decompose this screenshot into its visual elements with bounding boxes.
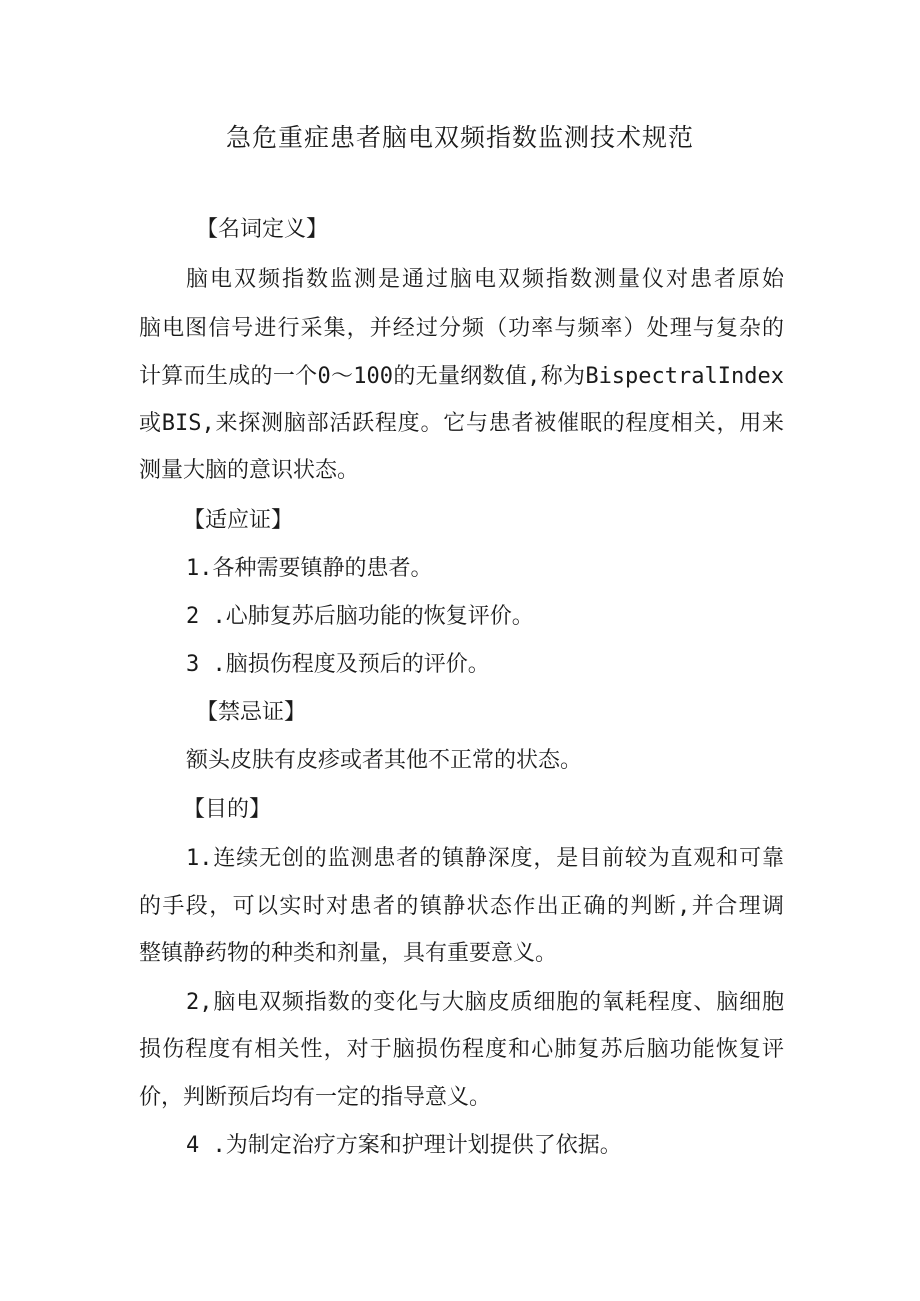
purpose-p1-line-1: 1.连续无创的监测患者的镇静深度，是目前较为直观和可靠 (186, 846, 784, 871)
indication-item-2: 2 .心肺复苏后脑功能的恢复评价。 (186, 604, 534, 629)
definition-line-3: 计算而生成的一个0～100的无量纲数值,称为BispectralIndex (139, 364, 784, 389)
purpose-p1-line-2: 的手段，可以实时对患者的镇静状态作出正确的判断,并合理调 (139, 894, 784, 919)
purpose-p1-line-3: 整镇静药物的种类和剂量，具有重要意义。 (139, 941, 558, 966)
purpose-p2-line-1: 2,脑电双频指数的变化与大脑皮质细胞的氧耗程度、脑细胞 (186, 990, 784, 1015)
section-heading-indications: 【适应证】 (183, 508, 294, 533)
indication-item-1: 1.各种需要镇静的患者。 (186, 556, 433, 581)
contraindication-text: 额头皮肤有皮疹或者其他不正常的状态。 (186, 748, 583, 773)
section-heading-purpose: 【目的】 (183, 797, 272, 822)
definition-line-5: 测量大脑的意识状态。 (139, 458, 360, 483)
purpose-p2-line-2: 损伤程度有相关性，对于脑损伤程度和心肺复苏后脑功能恢复评 (139, 1037, 784, 1062)
purpose-p3: 4 .为制定治疗方案和护理计划提供了依据。 (186, 1133, 622, 1158)
purpose-p2-line-3: 价，判断预后均有一定的指导意义。 (139, 1085, 492, 1110)
document-title: 急危重症患者脑电双频指数监测技术规范 (225, 123, 694, 152)
definition-line-4: 或BIS,来探测脑部活跃程度。它与患者被催眠的程度相关，用来 (139, 411, 784, 436)
definition-line-1: 脑电双频指数监测是通过脑电双频指数测量仪对患者原始 (186, 267, 784, 292)
section-heading-definition: 【名词定义】 (196, 217, 329, 242)
definition-line-2: 脑电图信号进行采集，并经过分频（功率与频率）处理与复杂的 (139, 316, 784, 341)
section-heading-contraindications: 【禁忌证】 (196, 700, 307, 725)
indication-item-3: 3 .脑损伤程度及预后的评价。 (186, 652, 490, 677)
